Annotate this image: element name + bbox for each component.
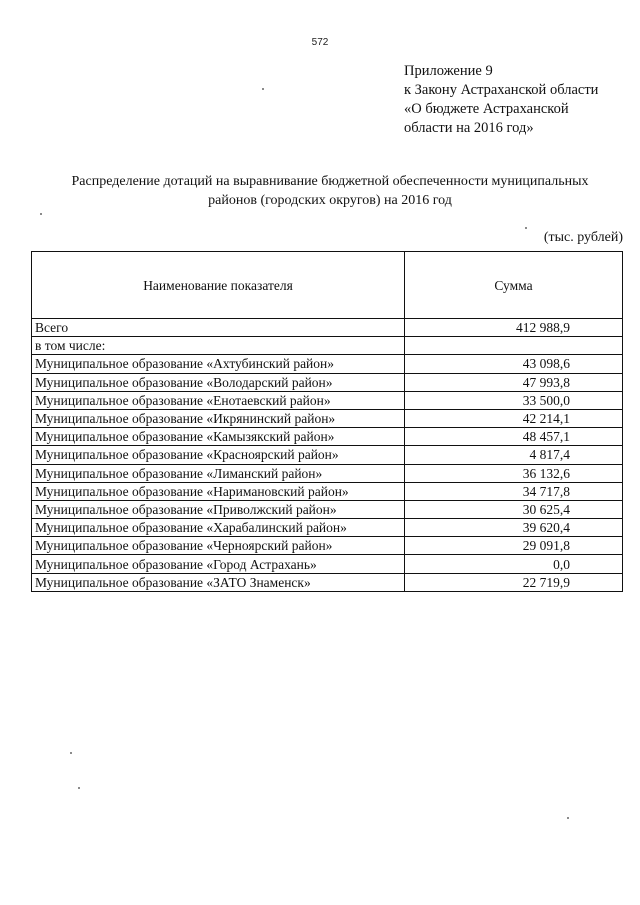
table-row <box>32 446 623 464</box>
scan-speck <box>262 88 264 90</box>
municipality-name: Муниципальное образование «Камызякский район» <box>32 428 405 446</box>
scan-speck <box>525 227 527 229</box>
table-row <box>32 428 623 446</box>
subsidy-amount: 43 098,6 <box>405 355 623 373</box>
empty-cell <box>405 337 623 355</box>
units-label: (тыс. рублей) <box>543 230 623 245</box>
column-header-amount: Сумма <box>405 252 623 319</box>
table-row <box>32 500 623 518</box>
table-row <box>32 573 623 591</box>
subsidy-amount: 39 620,4 <box>405 519 623 537</box>
municipality-name: Муниципальное образование «Ахтубинский район» <box>32 355 405 373</box>
municipality-name: Муниципальное образование «ЗАТО Знаменск» <box>32 573 405 591</box>
municipality-name: Муниципальное образование «Володарский район» <box>32 373 405 391</box>
scan-speck <box>567 817 569 819</box>
table-header-row <box>32 252 623 319</box>
municipality-name: Муниципальное образование «Харабалинский район» <box>32 519 405 537</box>
municipality-name: Муниципальное образование «Черноярский район» <box>32 537 405 555</box>
municipality-name: Муниципальное образование «Лиманский район» <box>32 464 405 482</box>
table-row <box>32 464 623 482</box>
subsidy-amount: 0,0 <box>405 555 623 573</box>
subsidy-amount: 42 214,1 <box>405 409 623 427</box>
subsidy-amount: 47 993,8 <box>405 373 623 391</box>
total-label: Всего <box>32 319 405 337</box>
municipality-name: Муниципальное образование «Город Астрахань» <box>32 555 405 573</box>
table-row <box>32 537 623 555</box>
municipality-name: Муниципальное образование «Красноярский район» <box>32 446 405 464</box>
subsidy-amount: 29 091,8 <box>405 537 623 555</box>
table-row <box>32 355 623 373</box>
title-line: Распределение дотаций на выравнивание бюджетной обеспеченности муниципальных <box>71 174 589 189</box>
appendix-line: Приложение 9 <box>404 63 493 79</box>
subsidy-amount: 4 817,4 <box>405 446 623 464</box>
document-title <box>30 172 630 210</box>
table-row <box>32 409 623 427</box>
table-row <box>32 391 623 409</box>
municipality-name: Муниципальное образование «Икрянинский район» <box>32 409 405 427</box>
subsidy-amount: 34 717,8 <box>405 482 623 500</box>
appendix-line: «О бюджете Астраханской <box>404 101 569 117</box>
total-row <box>32 319 623 337</box>
table-row <box>32 519 623 537</box>
municipality-name: Муниципальное образование «Приволжский район» <box>32 500 405 518</box>
appendix-line: к Закону Астраханской области <box>404 82 599 98</box>
subsidy-table <box>31 251 623 592</box>
scan-speck <box>78 787 80 789</box>
scan-speck <box>40 213 42 215</box>
appendix-line: области на 2016 год» <box>404 120 534 136</box>
total-amount: 412 988,9 <box>405 319 623 337</box>
table-row <box>32 482 623 500</box>
appendix-note <box>404 62 634 138</box>
subheader-row <box>32 337 623 355</box>
table-row <box>32 373 623 391</box>
page-number: 572 <box>311 37 329 48</box>
scan-speck <box>70 752 72 754</box>
subsidy-amount: 30 625,4 <box>405 500 623 518</box>
table-row <box>32 555 623 573</box>
subheader-label: в том числе: <box>32 337 405 355</box>
subsidy-amount: 48 457,1 <box>405 428 623 446</box>
municipality-name: Муниципальное образование «Енотаевский район» <box>32 391 405 409</box>
title-line: районов (городских округов) на 2016 год <box>208 193 452 208</box>
subsidy-amount: 22 719,9 <box>405 573 623 591</box>
subsidy-amount: 33 500,0 <box>405 391 623 409</box>
subsidy-amount: 36 132,6 <box>405 464 623 482</box>
column-header-name: Наименование показателя <box>32 252 405 319</box>
municipality-name: Муниципальное образование «Наримановский район» <box>32 482 405 500</box>
